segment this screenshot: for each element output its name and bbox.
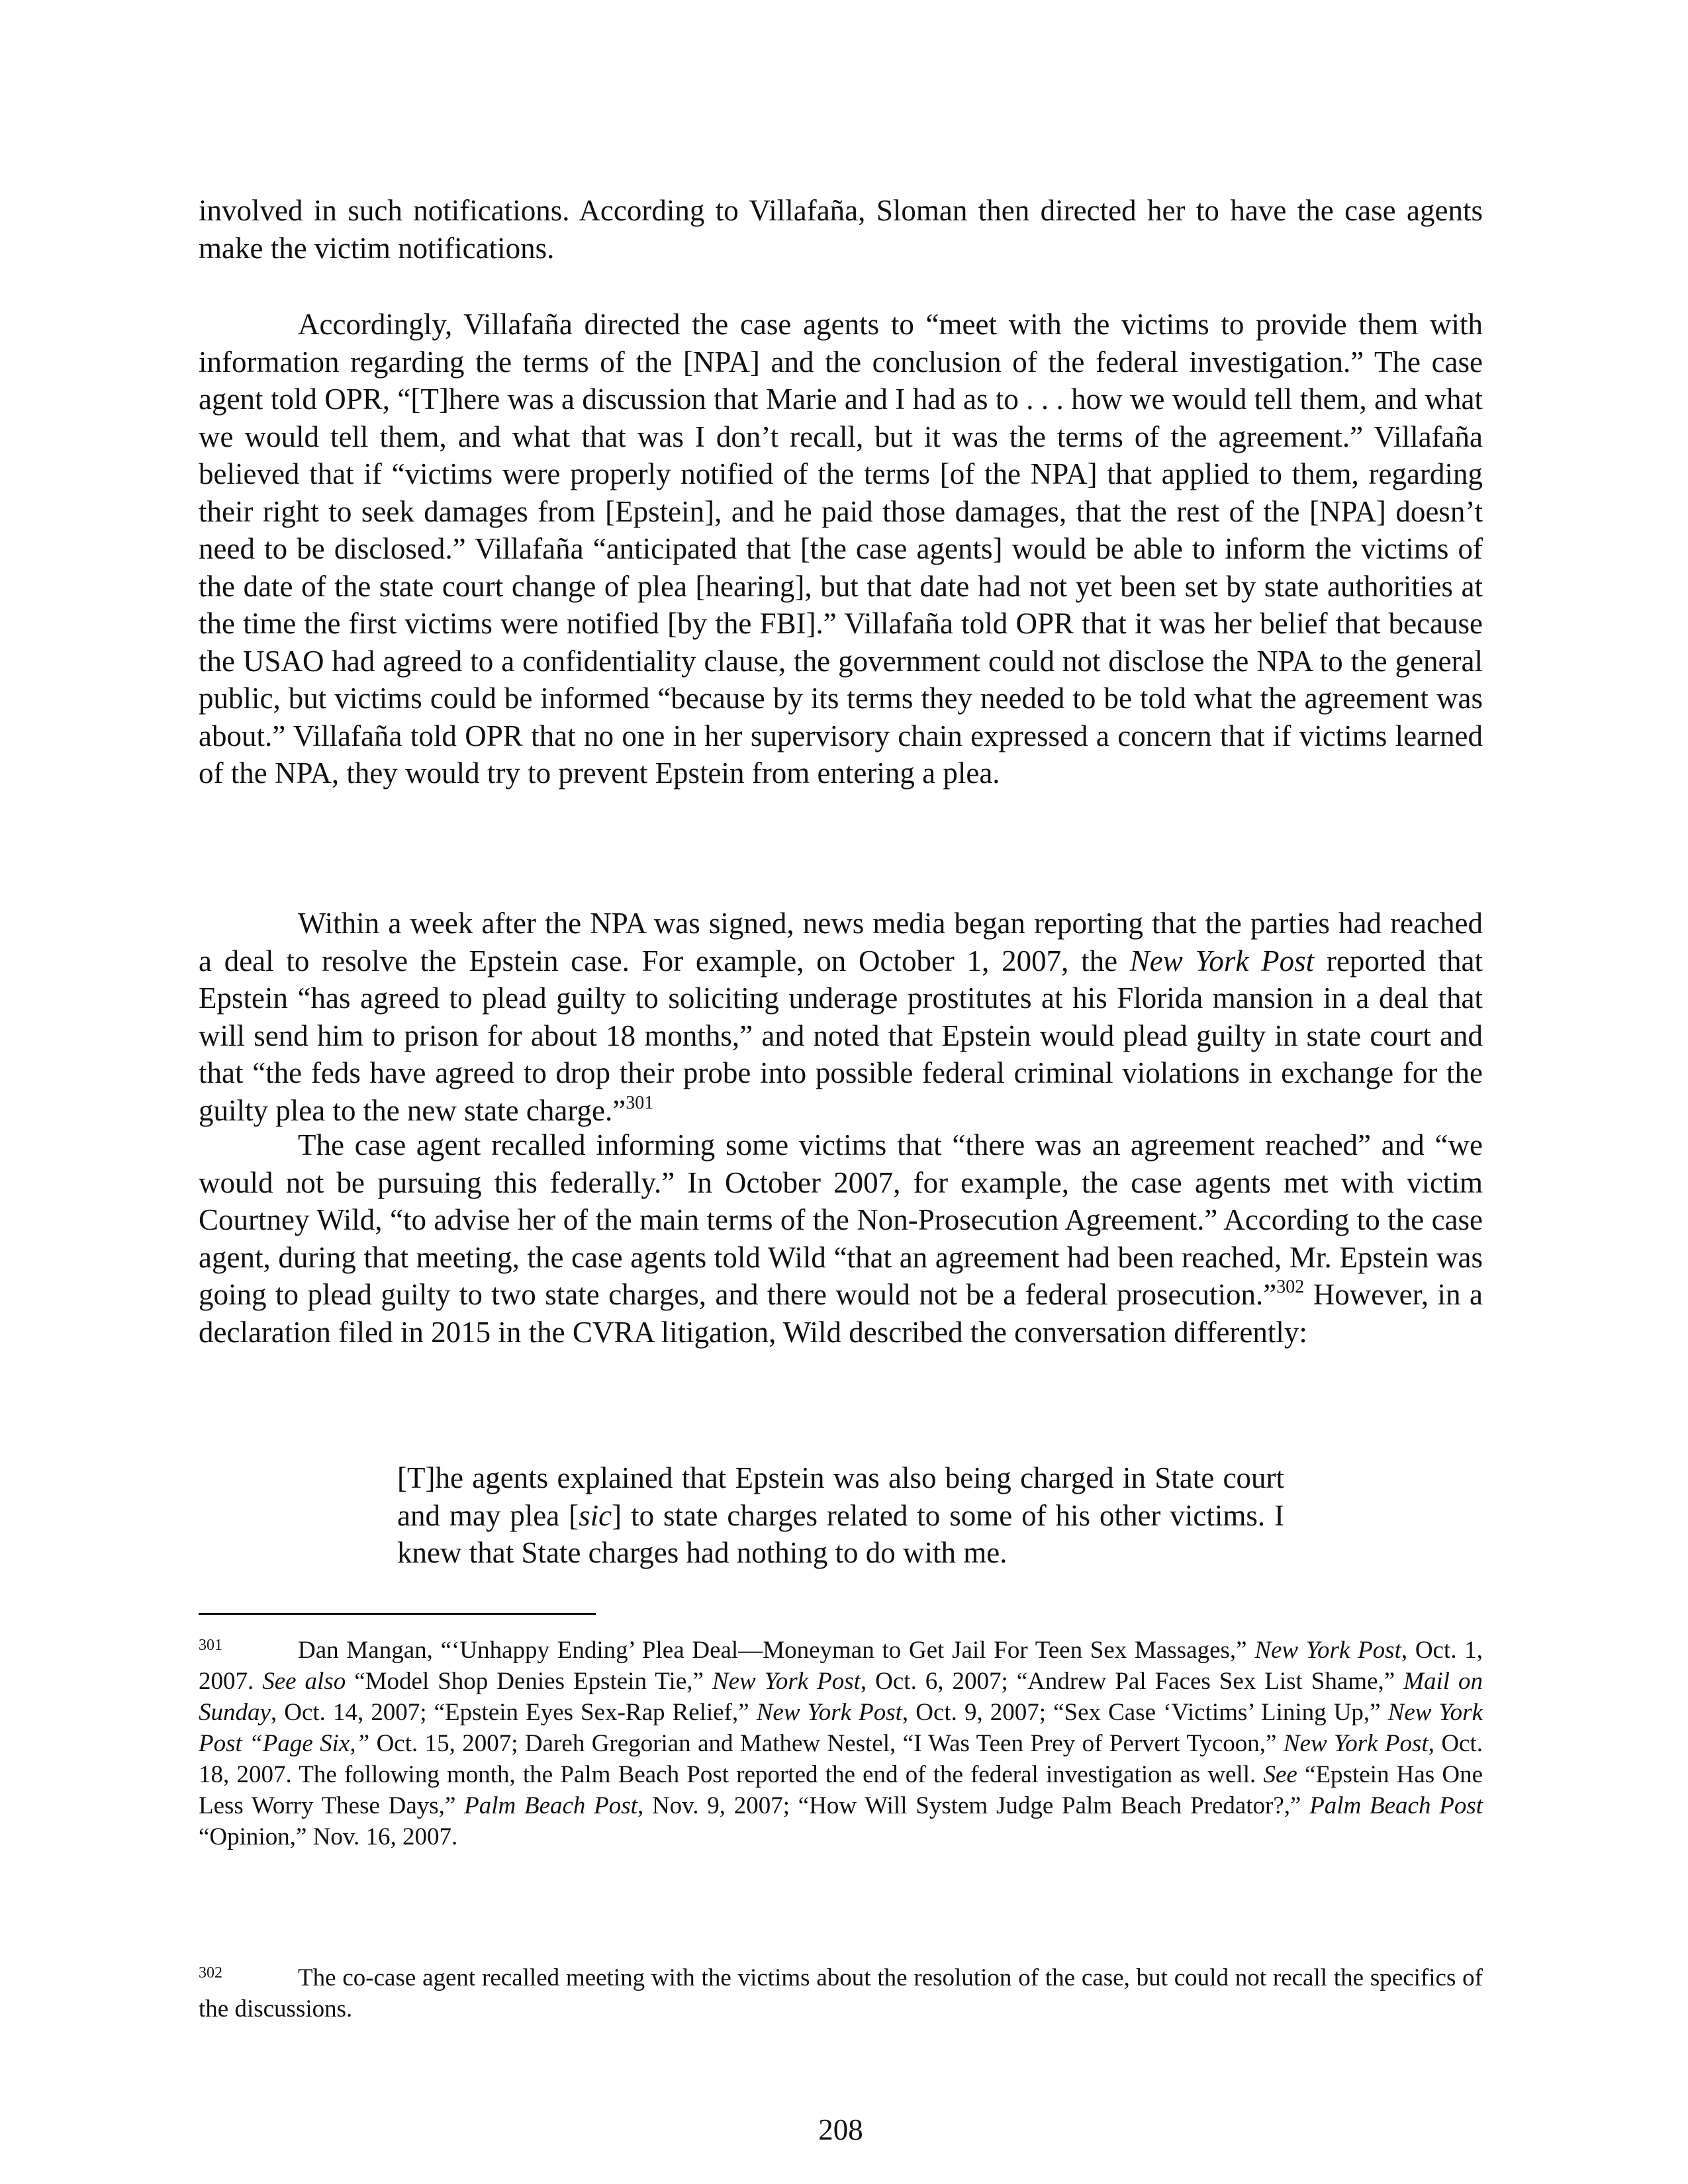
page-number: 208 — [818, 2113, 863, 2146]
fn301-i3: New York Post — [712, 1668, 861, 1695]
fn301-i5: New York Post — [756, 1699, 902, 1726]
paragraph-3-italic: New York Post — [1129, 944, 1315, 978]
fn301-t1: Dan Mangan, “‘Unhappy Ending’ Plea Deal—Moneyman to Get Jail For Teen Sex Massages,” — [298, 1637, 1255, 1664]
footnote-302 — [199, 1962, 1483, 2025]
footnote-302-number: 302 — [199, 1964, 222, 1981]
paragraph-1-text: involved in such notifications. According to Villafaña, Sloman then directed her to have the case agents make the victim notifications. — [199, 194, 1483, 265]
paragraph-3 — [199, 905, 1483, 1129]
paragraph-4-text-a: The case agent recalled informing some victims that “there was an agreement reached” and “we would not be pursuing this federally.” In October 2007, for example, the case agents met with victim Courtney Wild, “to advise her of the main terms of the Non-Prosecution Agreement.” According to the case agent, during that meeting, the case agents told Wild “that an agreement had been reached, Mr. Epstein was going to plead guilty to two state charges, and there would not be a federal prosecution.” — [199, 1128, 1483, 1311]
footnote-301-number: 301 — [199, 1637, 222, 1654]
paragraph-4 — [199, 1126, 1483, 1351]
fn301-t6: , Oct. 9, 2007; “Sex Case ‘Victims’ Lining Up,” — [902, 1699, 1388, 1726]
fn301-i10: Palm Beach Post — [1309, 1792, 1483, 1819]
paragraph-4-text-b: However, in a declaration filed in 2015 in the CVRA litigation, Wild described the conversation differently: — [199, 1278, 1483, 1349]
paragraph-2 — [199, 306, 1483, 792]
fn301-t8: , Oct. 18, 2007. The following month, the Palm Beach Post reported the end of the federal investigation as well. — [199, 1730, 1483, 1788]
paragraph-2-text: Accordingly, Villafaña directed the case agents to “meet with the victims to provide them with information regarding the terms of the [NPA] and the conclusion of the federal investigation.” The case agent told OPR, “[T]here was a discussion that Marie and I had as to . . . how we would tell them, and what we would tell them, and what that was I don’t recall, but it was the terms of the agreement.” Villafaña believed that if “victims were properly notified of the terms [of the NPA] that applied to them, regarding their right to seek damages from [Epstein], and he paid those damages, that the rest of the [NPA] doesn’t need to be disclosed.” Villafaña “anticipated that [the case agents] would be able to inform the victims of the date of the state court change of plea [hearing], but that date had not yet been set by state authorities at the time the first victims were notified [by the FBI].” Villafaña told OPR that it was her belief that because the USAO had agreed to a confidentiality clause, the government could not disclose the NPA to the general public, but victims could be informed “because by its terms they needed to be told what the agreement was about.” Villafaña told OPR that no one in her supervisory chain expressed a concern that if victims learned of the NPA, they would try to prevent Epstein from entering a plea. — [199, 308, 1483, 790]
quote-text-a: [T]he agents explained that Epstein was also being charged in State court and may plea [ — [397, 1461, 1284, 1532]
fn301-t10: , Nov. 9, 2007; “How Will System Judge Palm Beach Predator?,” — [637, 1792, 1310, 1819]
fn301-i9: Palm Beach Post — [464, 1792, 637, 1819]
block-quote — [397, 1459, 1284, 1572]
fn301-t3: “Model Shop Denies Epstein Tie,” — [346, 1668, 712, 1695]
fn301-t9: “Epstein Has One Less Worry These Days,” — [199, 1761, 1483, 1819]
footnote-ref-302[interactable]: 302 — [1276, 1277, 1305, 1297]
fn301-i1: New York Post — [1254, 1637, 1401, 1664]
fn301-t11: “Opinion,” Nov. 16, 2007. — [199, 1823, 458, 1850]
paragraph-3-text-b: reported that Epstein “has agreed to plead guilty to soliciting underage prostitutes at his Florida mansion in a deal that will send him to prison for about 18 months,” and noted that Epstein would plead guilty in state court and that “the feds have agreed to drop their probe into possible federal criminal violations in exchange for the guilty plea to the new state charge.” — [199, 944, 1483, 1127]
fn301-i4: Mail on Sunday — [199, 1668, 1483, 1726]
fn301-i2: See also — [262, 1668, 346, 1695]
paragraph-3-text-a: Within a week after the NPA was signed, news media began reporting that the parties had reached a deal to resolve the Epstein case. For example, on October 1, 2007, the — [199, 907, 1483, 978]
fn301-i6: New York Post “Page Six,” — [199, 1699, 1483, 1757]
quote-italic-sic: sic — [579, 1498, 612, 1532]
footnote-301 — [199, 1635, 1483, 1852]
fn301-i7: New York Post — [1283, 1730, 1429, 1757]
fn302-text: The co-case agent recalled meeting with the victims about the resolution of the case, but could not recall the specifics of the discussions. — [199, 1964, 1483, 2023]
fn301-t2: , Oct. 1, 2007. — [199, 1637, 1483, 1695]
fn301-t5: , Oct. 14, 2007; “Epstein Eyes Sex-Rap Relief,” — [270, 1699, 757, 1726]
paragraph-1 — [199, 192, 1483, 267]
fn301-i8: See — [1263, 1761, 1297, 1788]
fn301-t7: Oct. 15, 2007; Dareh Gregorian and Mathew Nestel, “I Was Teen Prey of Pervert Tycoon,” — [369, 1730, 1284, 1757]
footnote-separator — [199, 1613, 596, 1615]
quote-text-b: ] to state charges related to some of his other victims. I knew that State charges had nothing to do with me. — [397, 1498, 1284, 1569]
fn301-t4: , Oct. 6, 2007; “Andrew Pal Faces Sex List Shame,” — [860, 1668, 1404, 1695]
footnote-ref-301[interactable]: 301 — [626, 1092, 654, 1113]
